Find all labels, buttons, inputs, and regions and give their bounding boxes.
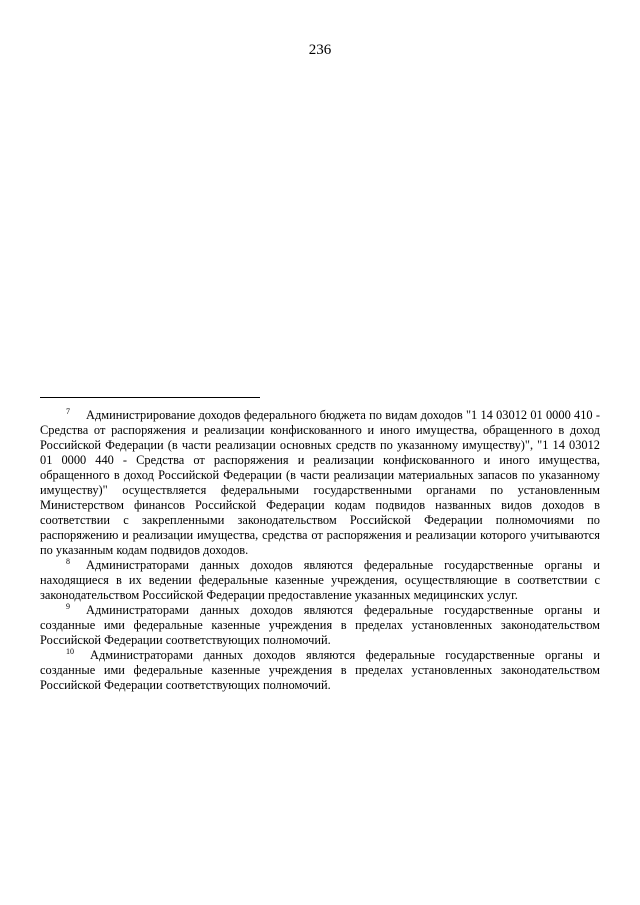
- footnote-8: [40, 558, 600, 603]
- footnote-marker: 10: [66, 646, 74, 656]
- footnote-text: Администраторами данных доходов являются федеральные государственные органы и созданные ими федеральные казенные учреждения в пределах установленных законодательством Российской Федерации соответствующих полномочий.: [40, 648, 600, 692]
- footnote-7: [40, 408, 600, 558]
- footnote-marker: 9: [66, 601, 70, 611]
- footnote-text: Администрирование доходов федерального бюджета по видам доходов "1 14 03012 01 0000 410 - Средства от распоряжения и реализации конфискованного и иного имущества, обращенного в доход Российской Федерации (в части реализации основных средств по указанному имуществу)", "1 14 03012 01 0000 440 - Средства от распоряжения и реализации конфискованного и иного имущества, обращенного в доход Российской Федерации (в части реализации материальных запасов по указанному имуществу)" осуществляется федеральными государственными органами по установленным Министерством финансов Российской Федерации кодам подвидов названных видов доходов в соответствии с закрепленными законодательством Российской Федерации полномочиями по распоряжению и реализации имущества, средства от распоряжения и реализации которого учитываются по указанным кодам подвидов доходов.: [40, 408, 600, 557]
- footnote-marker: 8: [66, 556, 70, 566]
- footnotes-section: [40, 408, 600, 693]
- footnote-10: [40, 648, 600, 693]
- footnote-text: Администраторами данных доходов являются федеральные государственные органы и находящиеся в их ведении федеральные казенные учреждения, осуществляющие в соответствии с законодательством Российской Федерации предоставление указанных медицинских услуг.: [40, 558, 600, 602]
- footnote-text: Администраторами данных доходов являются федеральные государственные органы и созданные ими федеральные казенные учреждения в пределах установленных законодательством Российской Федерации соответствующих полномочий.: [40, 603, 600, 647]
- footnote-separator: [40, 397, 260, 398]
- footnote-9: [40, 603, 600, 648]
- footnote-marker: 7: [66, 406, 70, 416]
- page-number: 236: [308, 42, 332, 58]
